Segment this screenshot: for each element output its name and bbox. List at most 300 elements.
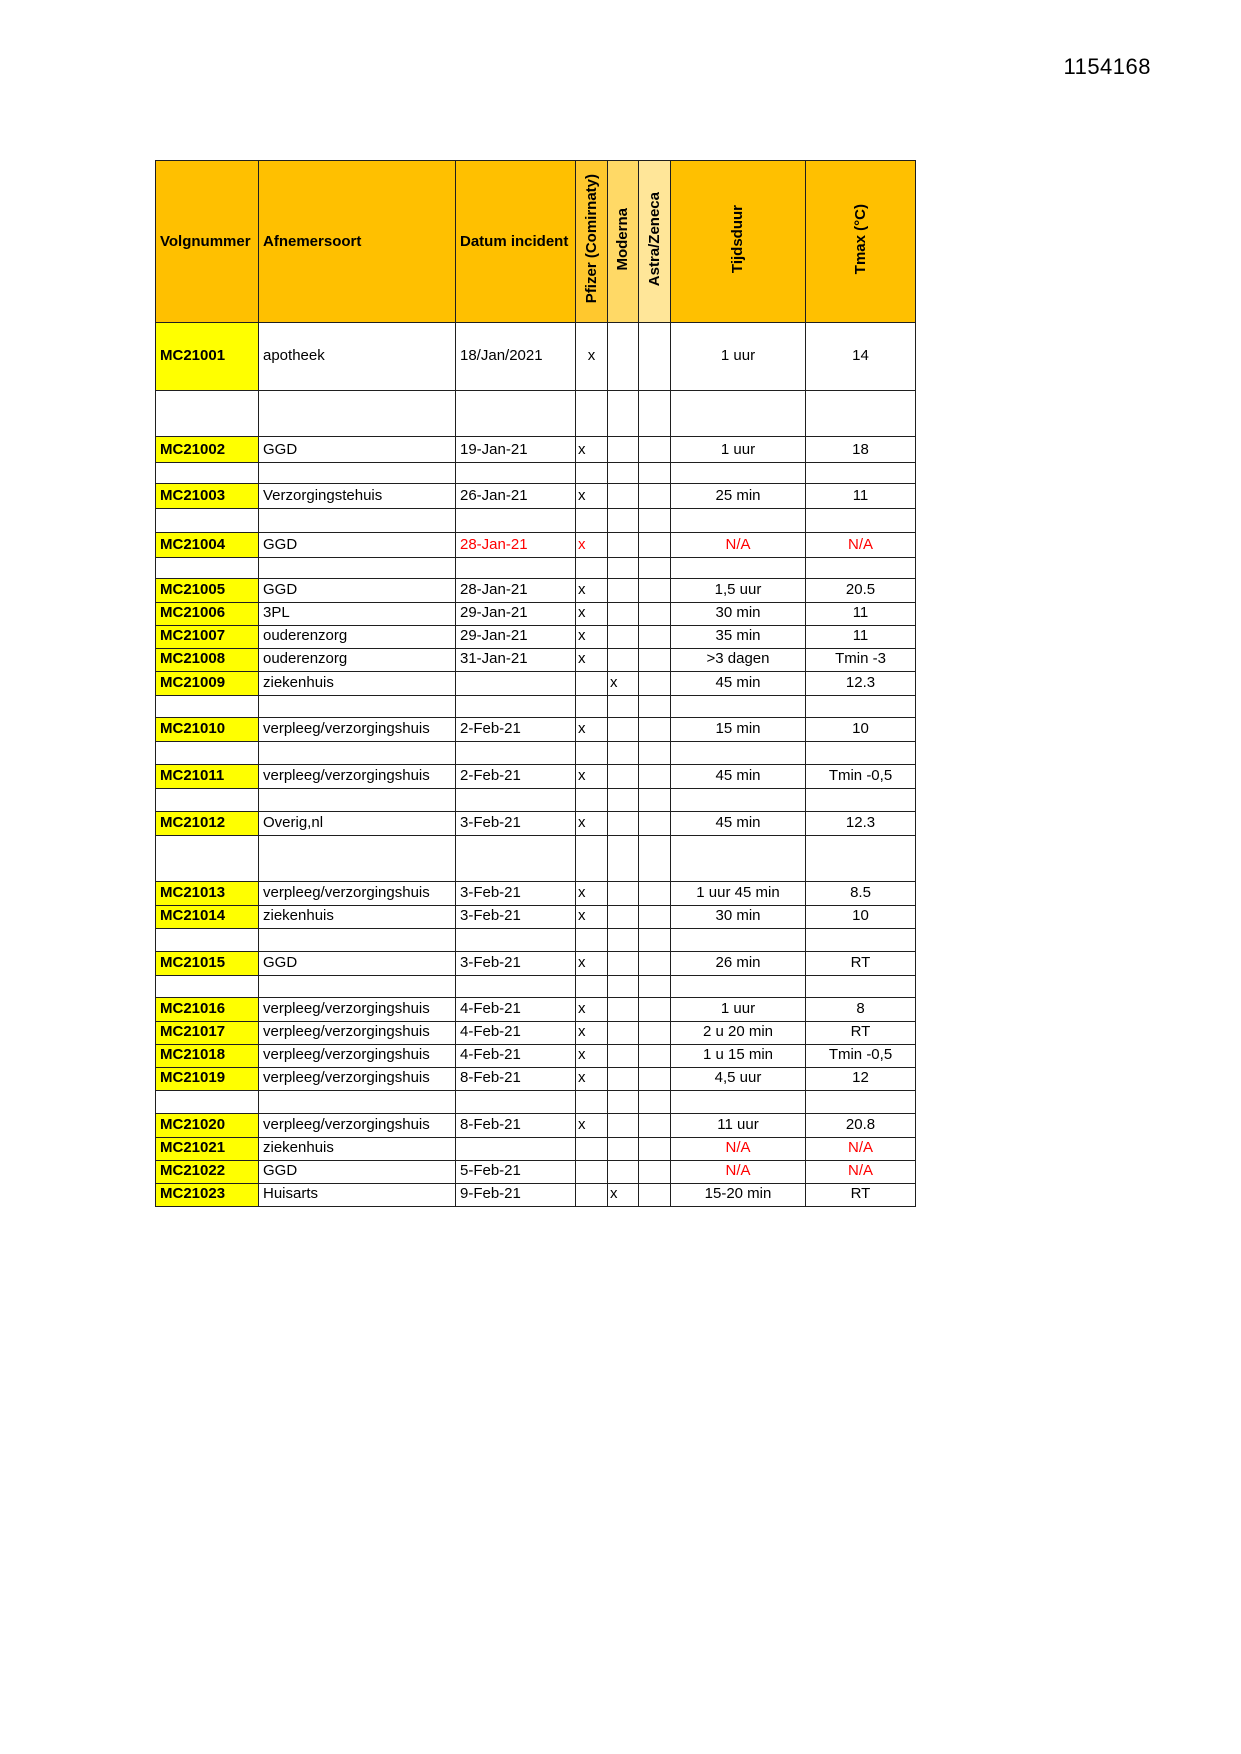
spacer-cell [806, 391, 916, 437]
spacer-cell [456, 929, 576, 952]
table-header-row [156, 161, 916, 323]
spacer-cell [608, 463, 639, 484]
spacer-cell [156, 463, 259, 484]
cell-moderna [608, 533, 639, 558]
cell-tijdsduur: 1 uur 45 min [671, 882, 806, 906]
header-moderna [608, 161, 639, 323]
cell-tmax: 14 [806, 323, 916, 391]
cell-afnemersoort: ouderenzorg [259, 649, 456, 672]
spacer-cell [156, 509, 259, 533]
cell-tmax: 12 [806, 1068, 916, 1091]
cell-tmax: 20.8 [806, 1114, 916, 1138]
cell-volgnummer: MC21001 [156, 323, 259, 391]
cell-moderna [608, 882, 639, 906]
cell-astrazeneca [639, 882, 671, 906]
spacer-cell [576, 696, 608, 718]
spacer-cell [608, 836, 639, 882]
cell-astrazeneca [639, 1114, 671, 1138]
cell-tijdsduur: 45 min [671, 765, 806, 789]
cell-astrazeneca [639, 579, 671, 603]
spacer-row [156, 391, 916, 437]
cell-datum [456, 672, 576, 696]
cell-astrazeneca [639, 626, 671, 649]
spacer-cell [671, 509, 806, 533]
spacer-cell [576, 929, 608, 952]
cell-moderna [608, 1045, 639, 1068]
spacer-cell [639, 976, 671, 998]
cell-astrazeneca [639, 603, 671, 626]
cell-tmax: 10 [806, 718, 916, 742]
spacer-cell [576, 509, 608, 533]
cell-pfizer: x [576, 882, 608, 906]
spacer-cell [259, 558, 456, 579]
cell-tijdsduur: 26 min [671, 952, 806, 976]
cell-volgnummer: MC21011 [156, 765, 259, 789]
cell-afnemersoort: ziekenhuis [259, 1138, 456, 1161]
cell-pfizer: x [576, 484, 608, 509]
spacer-cell [671, 558, 806, 579]
header-volgnummer [156, 161, 259, 323]
cell-tmax: 10 [806, 906, 916, 929]
cell-afnemersoort: verpleeg/verzorgingshuis [259, 1114, 456, 1138]
cell-astrazeneca [639, 998, 671, 1022]
cell-pfizer: x [576, 437, 608, 463]
cell-tmax: 12.3 [806, 672, 916, 696]
spacer-cell [456, 742, 576, 765]
cell-tmax: 20.5 [806, 579, 916, 603]
cell-volgnummer: MC21009 [156, 672, 259, 696]
cell-moderna: x [608, 1184, 639, 1207]
spacer-cell [671, 929, 806, 952]
cell-datum: 28-Jan-21 [456, 579, 576, 603]
cell-astrazeneca [639, 765, 671, 789]
cell-volgnummer: MC21018 [156, 1045, 259, 1068]
cell-volgnummer: MC21008 [156, 649, 259, 672]
cell-datum: 18/Jan/2021 [456, 323, 576, 391]
cell-datum: 19-Jan-21 [456, 437, 576, 463]
cell-pfizer [576, 672, 608, 696]
cell-afnemersoort: 3PL [259, 603, 456, 626]
cell-tmax: N/A [806, 1161, 916, 1184]
header-label: Moderna [614, 207, 631, 271]
spacer-cell [456, 509, 576, 533]
table-row-MC21010 [156, 718, 916, 742]
cell-moderna [608, 718, 639, 742]
cell-tijdsduur: 35 min [671, 626, 806, 649]
cell-pfizer: x [576, 998, 608, 1022]
cell-tijdsduur: N/A [671, 533, 806, 558]
cell-moderna [608, 603, 639, 626]
header-tijdsduur [671, 161, 806, 323]
spacer-row [156, 463, 916, 484]
cell-moderna: x [608, 672, 639, 696]
cell-tijdsduur: 45 min [671, 812, 806, 836]
cell-moderna [608, 952, 639, 976]
cell-tmax: Tmin -3 [806, 649, 916, 672]
cell-datum: 2-Feb-21 [456, 718, 576, 742]
cell-pfizer [576, 1161, 608, 1184]
cell-pfizer: x [576, 812, 608, 836]
header-datum [456, 161, 576, 323]
cell-tijdsduur: 1 uur [671, 437, 806, 463]
cell-moderna [608, 1161, 639, 1184]
spacer-cell [456, 976, 576, 998]
cell-tijdsduur: 1 uur [671, 998, 806, 1022]
spacer-cell [671, 1091, 806, 1114]
cell-moderna [608, 579, 639, 603]
spacer-cell [156, 1091, 259, 1114]
cell-pfizer: x [576, 579, 608, 603]
table-row-MC21019 [156, 1068, 916, 1091]
cell-datum: 8-Feb-21 [456, 1068, 576, 1091]
spacer-cell [576, 558, 608, 579]
cell-datum: 29-Jan-21 [456, 603, 576, 626]
cell-astrazeneca [639, 323, 671, 391]
table-row-MC21008 [156, 649, 916, 672]
cell-volgnummer: MC21005 [156, 579, 259, 603]
cell-moderna [608, 998, 639, 1022]
cell-tijdsduur: 11 uur [671, 1114, 806, 1138]
table-row-MC21005 [156, 579, 916, 603]
cell-volgnummer: MC21019 [156, 1068, 259, 1091]
table-row-MC21023 [156, 1184, 916, 1207]
header-tmax [806, 161, 916, 323]
cell-tmax: Tmin -0,5 [806, 1045, 916, 1068]
cell-volgnummer: MC21004 [156, 533, 259, 558]
header-label: Volgnummer [160, 232, 251, 250]
spacer-cell [456, 696, 576, 718]
spacer-cell [259, 976, 456, 998]
cell-astrazeneca [639, 1045, 671, 1068]
spacer-cell [156, 789, 259, 812]
cell-pfizer: x [576, 718, 608, 742]
spacer-cell [671, 391, 806, 437]
cell-tijdsduur: 15 min [671, 718, 806, 742]
table-body [156, 323, 916, 1207]
cell-volgnummer: MC21017 [156, 1022, 259, 1045]
spacer-cell [156, 976, 259, 998]
spacer-cell [639, 929, 671, 952]
spacer-cell [639, 391, 671, 437]
spacer-cell [156, 391, 259, 437]
table-row-MC21001 [156, 323, 916, 391]
spacer-cell [576, 789, 608, 812]
table-row-MC21013 [156, 882, 916, 906]
cell-moderna [608, 649, 639, 672]
spacer-cell [608, 696, 639, 718]
table-row-MC21016 [156, 998, 916, 1022]
cell-volgnummer: MC21003 [156, 484, 259, 509]
spacer-row [156, 976, 916, 998]
spacer-cell [576, 742, 608, 765]
cell-datum: 29-Jan-21 [456, 626, 576, 649]
cell-tmax: RT [806, 1184, 916, 1207]
table-row-MC21022 [156, 1161, 916, 1184]
cell-pfizer: x [576, 906, 608, 929]
spacer-cell [671, 836, 806, 882]
cell-pfizer: x [576, 1114, 608, 1138]
cell-astrazeneca [639, 952, 671, 976]
cell-astrazeneca [639, 649, 671, 672]
header-label: Tmax (°C) [851, 203, 869, 275]
header-afnemersoort [259, 161, 456, 323]
spacer-row [156, 509, 916, 533]
cell-tijdsduur: 4,5 uur [671, 1068, 806, 1091]
spacer-cell [608, 929, 639, 952]
table-row-MC21004 [156, 533, 916, 558]
cell-datum: 4-Feb-21 [456, 1045, 576, 1068]
cell-tmax: RT [806, 1022, 916, 1045]
spacer-cell [806, 509, 916, 533]
spacer-cell [806, 463, 916, 484]
cell-astrazeneca [639, 1022, 671, 1045]
spacer-cell [259, 509, 456, 533]
spacer-cell [671, 696, 806, 718]
cell-volgnummer: MC21002 [156, 437, 259, 463]
spacer-cell [456, 463, 576, 484]
spacer-cell [806, 1091, 916, 1114]
cell-pfizer [576, 1138, 608, 1161]
spacer-cell [456, 789, 576, 812]
cell-tijdsduur: 30 min [671, 906, 806, 929]
spacer-cell [806, 929, 916, 952]
cell-astrazeneca [639, 1138, 671, 1161]
cell-afnemersoort: verpleeg/verzorgingshuis [259, 1068, 456, 1091]
cell-afnemersoort: verpleeg/verzorgingshuis [259, 1045, 456, 1068]
cell-pfizer: x [576, 626, 608, 649]
cell-moderna [608, 1068, 639, 1091]
cell-tijdsduur: 1 u 15 min [671, 1045, 806, 1068]
cell-datum: 26-Jan-21 [456, 484, 576, 509]
cell-astrazeneca [639, 533, 671, 558]
cell-afnemersoort: ziekenhuis [259, 906, 456, 929]
cell-afnemersoort: ziekenhuis [259, 672, 456, 696]
spacer-cell [456, 836, 576, 882]
cell-tmax: 8.5 [806, 882, 916, 906]
cell-volgnummer: MC21013 [156, 882, 259, 906]
cell-afnemersoort: verpleeg/verzorgingshuis [259, 718, 456, 742]
spacer-cell [806, 976, 916, 998]
cell-volgnummer: MC21020 [156, 1114, 259, 1138]
cell-datum: 3-Feb-21 [456, 952, 576, 976]
spacer-cell [608, 1091, 639, 1114]
cell-tmax: 18 [806, 437, 916, 463]
cell-tijdsduur: 25 min [671, 484, 806, 509]
spacer-cell [456, 558, 576, 579]
spacer-cell [456, 1091, 576, 1114]
spacer-cell [639, 1091, 671, 1114]
cell-volgnummer: MC21014 [156, 906, 259, 929]
cell-datum: 9-Feb-21 [456, 1184, 576, 1207]
cell-astrazeneca [639, 1184, 671, 1207]
table-row-MC21017 [156, 1022, 916, 1045]
cell-datum: 2-Feb-21 [456, 765, 576, 789]
cell-afnemersoort: ouderenzorg [259, 626, 456, 649]
cell-pfizer [576, 1184, 608, 1207]
spacer-cell [608, 976, 639, 998]
cell-tmax: 12.3 [806, 812, 916, 836]
cell-tmax: RT [806, 952, 916, 976]
spacer-cell [259, 836, 456, 882]
table-row-MC21018 [156, 1045, 916, 1068]
spacer-row [156, 836, 916, 882]
cell-tijdsduur: 1 uur [671, 323, 806, 391]
spacer-cell [806, 836, 916, 882]
spacer-cell [608, 558, 639, 579]
spacer-cell [639, 696, 671, 718]
cell-pfizer: x [576, 649, 608, 672]
spacer-cell [576, 976, 608, 998]
spacer-cell [639, 789, 671, 812]
cell-afnemersoort: verpleeg/verzorgingshuis [259, 765, 456, 789]
cell-pfizer: x [576, 323, 608, 391]
cell-afnemersoort: Overig,nl [259, 812, 456, 836]
spacer-row [156, 742, 916, 765]
cell-datum: 3-Feb-21 [456, 812, 576, 836]
cell-astrazeneca [639, 906, 671, 929]
cell-moderna [608, 812, 639, 836]
spacer-cell [576, 1091, 608, 1114]
cell-pfizer: x [576, 533, 608, 558]
incident-table [155, 160, 916, 1207]
cell-datum: 8-Feb-21 [456, 1114, 576, 1138]
cell-tijdsduur: 15-20 min [671, 1184, 806, 1207]
cell-moderna [608, 1022, 639, 1045]
spacer-cell [671, 789, 806, 812]
spacer-cell [156, 836, 259, 882]
cell-tmax: N/A [806, 1138, 916, 1161]
cell-afnemersoort: GGD [259, 579, 456, 603]
spacer-cell [576, 391, 608, 437]
cell-volgnummer: MC21015 [156, 952, 259, 976]
header-label: Pfizer (Comirnaty) [582, 174, 600, 304]
cell-pfizer: x [576, 603, 608, 626]
cell-moderna [608, 765, 639, 789]
cell-volgnummer: MC21007 [156, 626, 259, 649]
cell-tijdsduur: >3 dagen [671, 649, 806, 672]
cell-astrazeneca [639, 718, 671, 742]
cell-tijdsduur: 30 min [671, 603, 806, 626]
table-row-MC21011 [156, 765, 916, 789]
spacer-cell [671, 742, 806, 765]
cell-afnemersoort: Huisarts [259, 1184, 456, 1207]
cell-moderna [608, 484, 639, 509]
spacer-cell [639, 836, 671, 882]
cell-afnemersoort: apotheek [259, 323, 456, 391]
spacer-cell [671, 976, 806, 998]
cell-tmax: 8 [806, 998, 916, 1022]
header-label: Astra/Zeneca [645, 191, 663, 287]
cell-afnemersoort: verpleeg/verzorgingshuis [259, 1022, 456, 1045]
header-label: Datum incident [460, 232, 569, 250]
table-row-MC21012 [156, 812, 916, 836]
document-number: 1154168 [1063, 54, 1151, 79]
spacer-row [156, 558, 916, 579]
table-row-MC21021 [156, 1138, 916, 1161]
table-row-MC21006 [156, 603, 916, 626]
spacer-cell [156, 742, 259, 765]
spacer-cell [259, 742, 456, 765]
spacer-cell [671, 463, 806, 484]
spacer-cell [259, 789, 456, 812]
cell-volgnummer: MC21006 [156, 603, 259, 626]
cell-moderna [608, 1114, 639, 1138]
header-astrazeneca [639, 161, 671, 323]
cell-astrazeneca [639, 1161, 671, 1184]
spacer-cell [608, 789, 639, 812]
cell-tijdsduur: N/A [671, 1161, 806, 1184]
cell-volgnummer: MC21010 [156, 718, 259, 742]
spacer-row [156, 696, 916, 718]
spacer-cell [259, 696, 456, 718]
header-pfizer [576, 161, 608, 323]
cell-datum: 31-Jan-21 [456, 649, 576, 672]
spacer-row [156, 929, 916, 952]
cell-afnemersoort: GGD [259, 1161, 456, 1184]
table-row-MC21007 [156, 626, 916, 649]
spacer-cell [156, 929, 259, 952]
cell-tmax: 11 [806, 484, 916, 509]
spacer-cell [259, 391, 456, 437]
cell-afnemersoort: GGD [259, 952, 456, 976]
cell-afnemersoort: GGD [259, 437, 456, 463]
header-label: Tijdsduur [729, 204, 746, 274]
cell-moderna [608, 626, 639, 649]
spacer-cell [639, 558, 671, 579]
spacer-cell [259, 1091, 456, 1114]
spacer-cell [639, 463, 671, 484]
cell-datum: 3-Feb-21 [456, 882, 576, 906]
table-row-MC21015 [156, 952, 916, 976]
cell-volgnummer: MC21021 [156, 1138, 259, 1161]
cell-astrazeneca [639, 672, 671, 696]
spacer-cell [806, 696, 916, 718]
cell-tijdsduur: 1,5 uur [671, 579, 806, 603]
cell-astrazeneca [639, 1068, 671, 1091]
spacer-cell [806, 742, 916, 765]
spacer-cell [639, 742, 671, 765]
spacer-cell [576, 836, 608, 882]
cell-pfizer: x [576, 1022, 608, 1045]
cell-astrazeneca [639, 437, 671, 463]
spacer-cell [156, 558, 259, 579]
cell-datum: 3-Feb-21 [456, 906, 576, 929]
header-label: Afnemersoort [263, 232, 362, 250]
spacer-row [156, 789, 916, 812]
cell-volgnummer: MC21022 [156, 1161, 259, 1184]
cell-pfizer: x [576, 765, 608, 789]
spacer-cell [639, 509, 671, 533]
cell-tmax: 11 [806, 626, 916, 649]
cell-volgnummer: MC21016 [156, 998, 259, 1022]
cell-datum: 5-Feb-21 [456, 1161, 576, 1184]
spacer-row [156, 1091, 916, 1114]
spacer-cell [156, 696, 259, 718]
cell-tmax: Tmin -0,5 [806, 765, 916, 789]
table-row-MC21002 [156, 437, 916, 463]
spacer-cell [608, 391, 639, 437]
cell-pfizer: x [576, 952, 608, 976]
cell-moderna [608, 1138, 639, 1161]
cell-tijdsduur: 2 u 20 min [671, 1022, 806, 1045]
spacer-cell [456, 391, 576, 437]
cell-datum: 28-Jan-21 [456, 533, 576, 558]
cell-tmax: N/A [806, 533, 916, 558]
cell-pfizer: x [576, 1045, 608, 1068]
cell-volgnummer: MC21012 [156, 812, 259, 836]
table-row-MC21009 [156, 672, 916, 696]
cell-datum: 4-Feb-21 [456, 1022, 576, 1045]
